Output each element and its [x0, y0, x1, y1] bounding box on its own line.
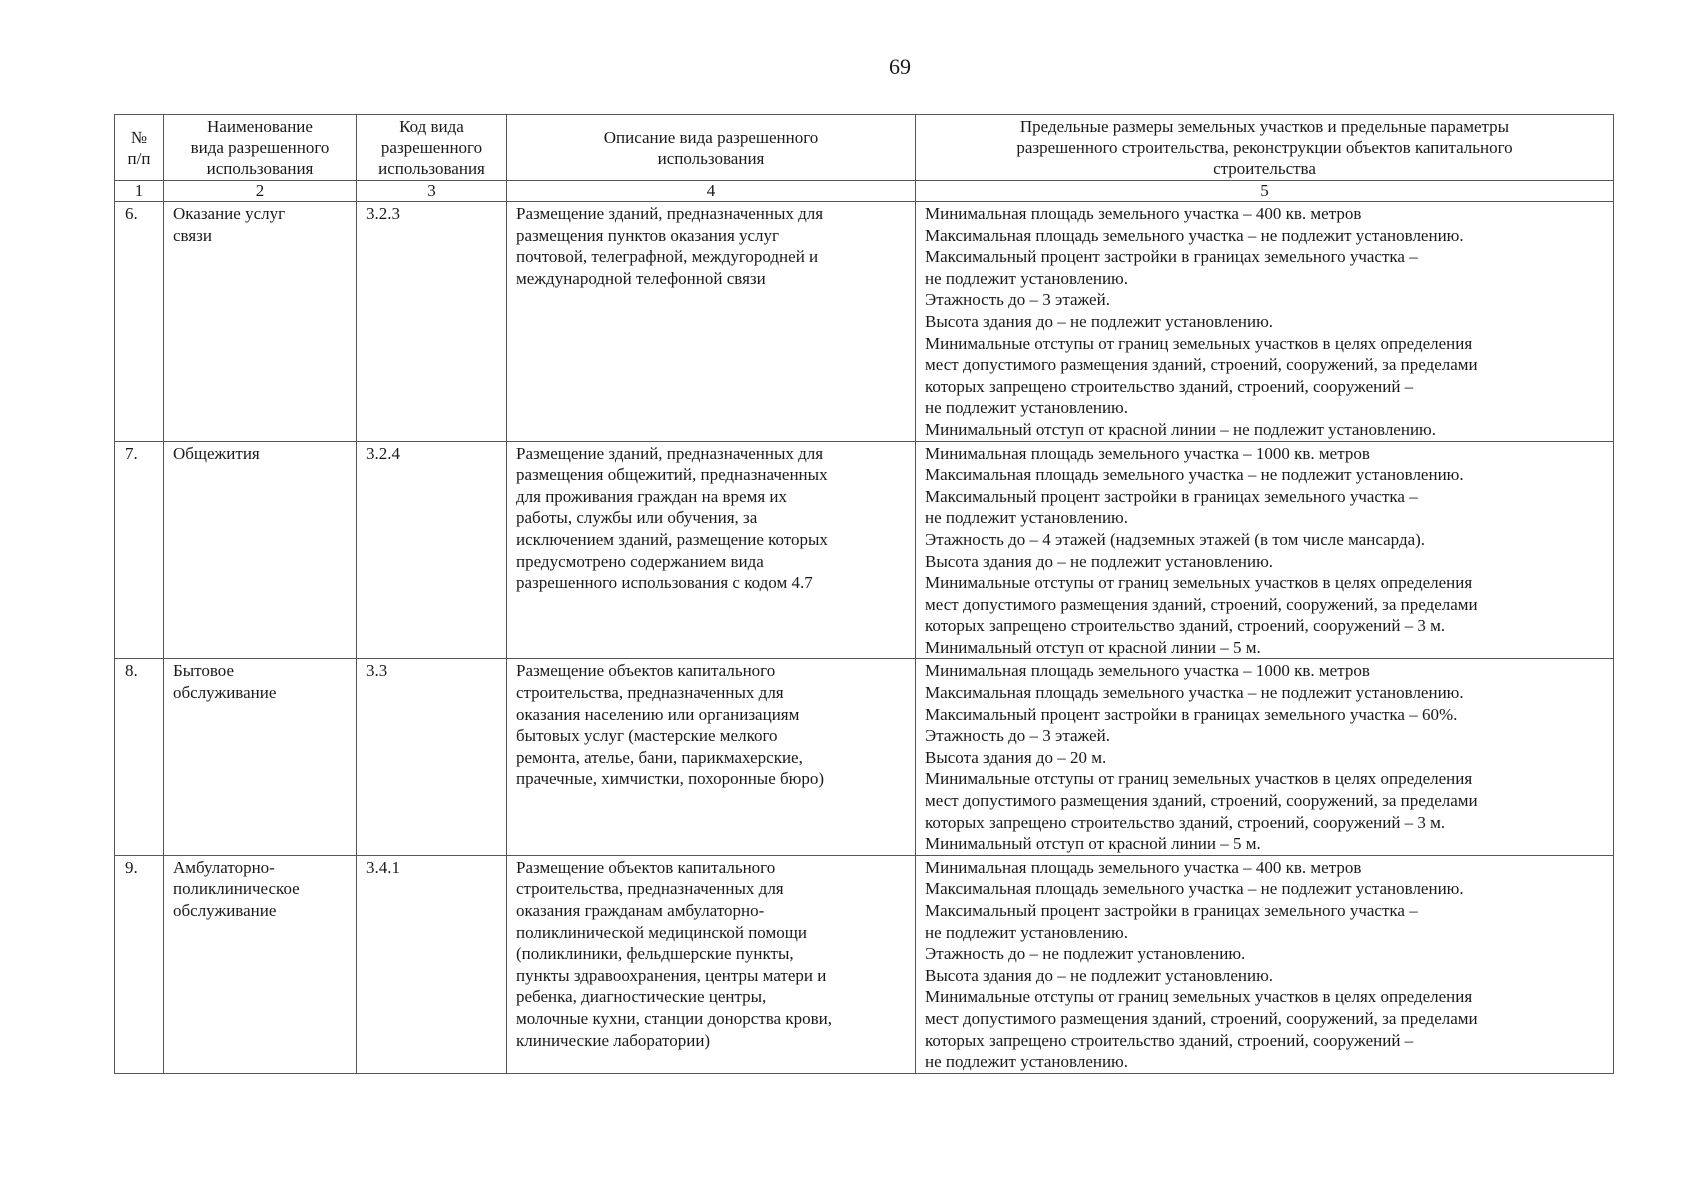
table-row — [115, 202, 1614, 442]
use-description: Размещение объектов капитального строительства, предназначенных для оказания гражданам амбулаторно- поликлинической медицинской помощи (поликлиники, фельдшерские пункты, пункты здравоохранения, центры матери и ребенка, диагностические центры, молочные кухни, станции донорства крови, клинические лаборатории) — [507, 855, 916, 1073]
column-number: 5 — [916, 181, 1614, 202]
use-description: Размещение зданий, предназначенных для размещения общежитий, предназначенных для проживания граждан на время их работы, службы или обучения, за исключением зданий, размещение которых предусмотрено содержанием вида разрешенного использования с кодом 4.7 — [507, 441, 916, 659]
column-number-row — [115, 181, 1614, 202]
use-code: 3.4.1 — [357, 855, 507, 1073]
column-number: 4 — [507, 181, 916, 202]
row-number: 6. — [115, 202, 164, 442]
table-header-row — [115, 115, 1614, 181]
use-code: 3.2.4 — [357, 441, 507, 659]
header-limit-parameters: Предельные размеры земельных участков и предельные параметры разрешенного строительства, реконструкции объектов капитального строительства — [916, 115, 1614, 181]
column-number: 2 — [164, 181, 357, 202]
header-number: № п/п — [115, 115, 164, 181]
row-number: 9. — [115, 855, 164, 1073]
row-number: 8. — [115, 659, 164, 855]
limit-parameters: Минимальная площадь земельного участка – 400 кв. метров Максимальная площадь земельного участка – не подлежит установлению. Максимальный процент застройки в границах земельного участка – не подлежит установлению. Этажность до – не подлежит установлению. Высота здания до – не подлежит установлению. Минимальные отступы от границ земельных участков в целях определения мест допустимого размещения зданий, строений, сооружений, за пределами которых запрещено строительство зданий, строений, сооружений – не подлежит установлению. — [916, 855, 1614, 1073]
row-number: 7. — [115, 441, 164, 659]
use-description: Размещение зданий, предназначенных для размещения пунктов оказания услуг почтовой, телеграфной, междугородней и международной телефонной связи — [507, 202, 916, 442]
land-use-table — [114, 114, 1614, 1074]
header-use-name: Наименование вида разрешенного использования — [164, 115, 357, 181]
table-row — [115, 659, 1614, 855]
use-name: Оказание услуг связи — [164, 202, 357, 442]
use-name: Бытовое обслуживание — [164, 659, 357, 855]
limit-parameters: Минимальная площадь земельного участка – 1000 кв. метров Максимальная площадь земельного участка – не подлежит установлению. Максимальный процент застройки в границах земельного участка – не подлежит установлению. Этажность до – 4 этажей (надземных этажей (в том числе мансарда). Высота здания до – не подлежит установлению. Минимальные отступы от границ земельных участков в целях определения мест допустимого размещения зданий, строений, сооружений, за пределами которых запрещено строительство зданий, строений, сооружений – 3 м. Минимальный отступ от красной линии – 5 м. — [916, 441, 1614, 659]
use-code: 3.2.3 — [357, 202, 507, 442]
header-use-code: Код вида разрешенного использования — [357, 115, 507, 181]
limit-parameters: Минимальная площадь земельного участка – 400 кв. метров Максимальная площадь земельного участка – не подлежит установлению. Максимальный процент застройки в границах земельного участка – не подлежит установлению. Этажность до – 3 этажей. Высота здания до – не подлежит установлению. Минимальные отступы от границ земельных участков в целях определения мест допустимого размещения зданий, строений, сооружений, за пределами которых запрещено строительство зданий, строений, сооружений – не подлежит установлению. Минимальный отступ от красной линии – не подлежит установлению. — [916, 202, 1614, 442]
header-use-description: Описание вида разрешенного использования — [507, 115, 916, 181]
column-number: 1 — [115, 181, 164, 202]
table-row — [115, 855, 1614, 1073]
page-number: 69 — [889, 54, 911, 79]
use-name: Амбулаторно- поликлиническое обслуживание — [164, 855, 357, 1073]
column-number: 3 — [357, 181, 507, 202]
use-code: 3.3 — [357, 659, 507, 855]
table-row — [115, 441, 1614, 659]
limit-parameters: Минимальная площадь земельного участка – 1000 кв. метров Максимальная площадь земельного участка – не подлежит установлению. Максимальный процент застройки в границах земельного участка – 60%. Этажность до – 3 этажей. Высота здания до – 20 м. Минимальные отступы от границ земельных участков в целях определения мест допустимого размещения зданий, строений, сооружений, за пределами которых запрещено строительство зданий, строений, сооружений – 3 м. Минимальный отступ от красной линии – 5 м. — [916, 659, 1614, 855]
use-name: Общежития — [164, 441, 357, 659]
use-description: Размещение объектов капитального строительства, предназначенных для оказания населению или организациям бытовых услуг (мастерские мелкого ремонта, ателье, бани, парикмахерские, прачечные, химчистки, похоронные бюро) — [507, 659, 916, 855]
